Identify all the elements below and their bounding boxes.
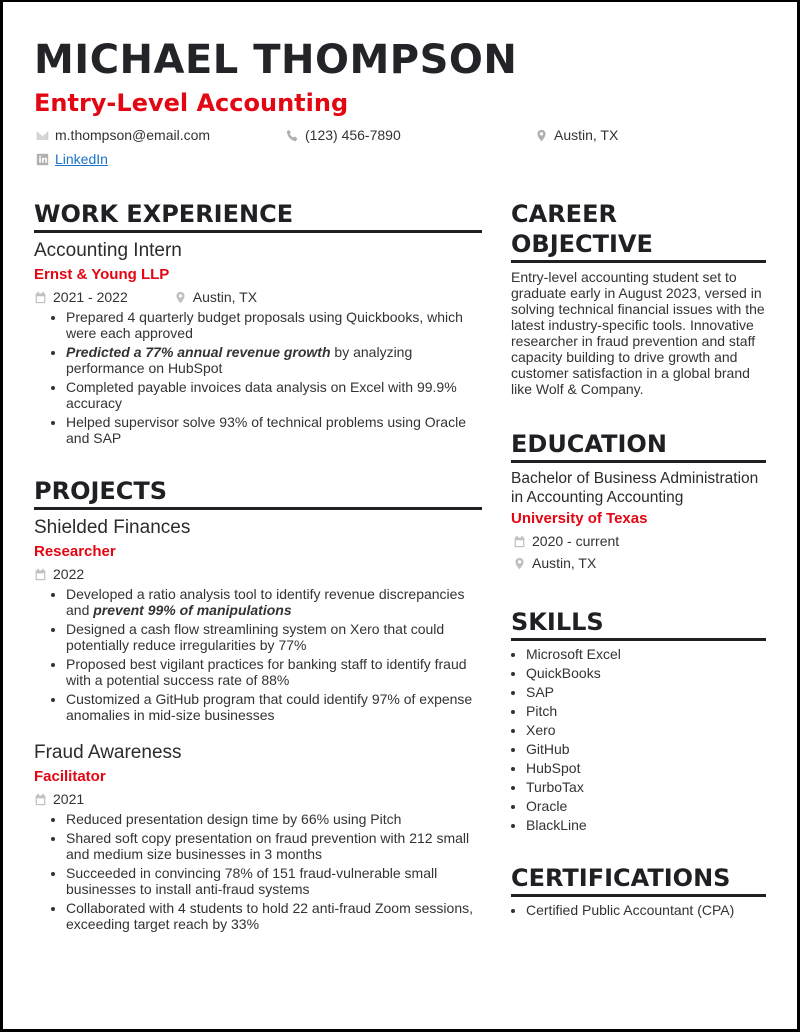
- project-title: Shielded Finances: [34, 517, 191, 538]
- phone-text[interactable]: (123) 456-7890: [305, 127, 401, 143]
- project-entry: [34, 741, 482, 932]
- certification-item: • Certified Public Accountant (CPA): [526, 901, 766, 920]
- job-title: Accounting Intern: [34, 240, 182, 261]
- list-item: • Helped supervisor solve 93% of technical problems using Oracle and SAP: [66, 414, 482, 446]
- contact-phone: [286, 127, 401, 143]
- education-location: Austin, TX: [532, 555, 597, 571]
- right-column: [511, 199, 766, 920]
- heading-line: OBJECTIVE: [511, 230, 653, 258]
- project-role: Facilitator: [34, 768, 106, 785]
- project-meta: [34, 564, 482, 584]
- skill-item: • TurboTax: [526, 778, 766, 797]
- degree: Bachelor of Business Administration in Accounting Accounting: [511, 470, 759, 506]
- education-heading: EDUCATION: [511, 429, 766, 463]
- list-item: • Shared soft copy presentation on fraud prevention with 212 small and medium size businesses in 3 months: [66, 830, 482, 862]
- education-dates-row: [513, 531, 766, 551]
- envelope-icon: [36, 129, 49, 142]
- job-meta: [34, 287, 482, 307]
- school: University of Texas: [511, 510, 648, 527]
- list-item: • Developed a ratio analysis tool to identify revenue discrepancies and prevent 99% of manipulations: [66, 586, 482, 618]
- work-experience-heading: WORK EXPERIENCE: [34, 199, 482, 233]
- list-item: • Succeeded in convincing 78% of 151 fraud-vulnerable small businesses to install anti-fraud systems: [66, 865, 482, 897]
- education-dates: 2020 - current: [532, 533, 620, 549]
- certifications-list: [511, 901, 766, 920]
- location-text: Austin, TX: [554, 127, 619, 143]
- list-item: • Proposed best vigilant practices for banking staff to identify fraud with a potential success rate of 88%: [66, 656, 482, 688]
- project-bullets: [34, 811, 482, 932]
- skills-list: [511, 645, 766, 835]
- phone-icon: [286, 129, 299, 142]
- map-pin-icon: [513, 557, 526, 570]
- list-item: • Predicted a 77% annual revenue growth by analyzing performance on HubSpot: [66, 344, 482, 376]
- resume: [34, 34, 766, 932]
- skills-heading: SKILLS: [511, 607, 766, 641]
- project-entry: [34, 516, 482, 723]
- skill-item: • QuickBooks: [526, 664, 766, 683]
- job-location: Austin, TX: [192, 289, 258, 305]
- projects-heading: PROJECTS: [34, 476, 482, 510]
- candidate-title: Entry-Level Accounting: [34, 89, 349, 117]
- calendar-icon: [34, 793, 47, 806]
- map-pin-icon: [174, 291, 187, 304]
- objective-text: Entry-level accounting student set to graduate early in August 2023, versed in solving technical financial issues with the latest industry-specific tools. Innovative researcher in fraud prevention and staff capacity building to drive growth and customer satisfaction in a global brand like Wolf & Company.: [511, 269, 765, 397]
- contact-location: [535, 127, 618, 143]
- calendar-icon: [34, 568, 47, 581]
- heading-line: CAREER: [511, 200, 617, 228]
- skill-item: • HubSpot: [526, 759, 766, 778]
- contact-linkedin: [36, 151, 108, 167]
- list-item: • Prepared 4 quarterly budget proposals using Quickbooks, which were each approved: [66, 309, 482, 341]
- career-objective-heading: [511, 199, 766, 263]
- skill-item: • SAP: [526, 683, 766, 702]
- job-bullets: [34, 309, 482, 446]
- contact-info: [34, 127, 766, 183]
- certifications-heading: CERTIFICATIONS: [511, 863, 766, 897]
- job-location-group: [174, 287, 257, 307]
- project-date: 2021: [53, 791, 85, 807]
- skill-item: • Xero: [526, 721, 766, 740]
- calendar-icon: [513, 535, 526, 548]
- email-text[interactable]: m.thompson@email.com: [55, 127, 211, 143]
- project-date: 2022: [53, 566, 85, 582]
- list-item: • Customized a GitHub program that could identify 97% of expense anomalies in mid-size businesses: [66, 691, 482, 723]
- candidate-name: MICHAEL THOMPSON: [34, 37, 518, 83]
- project-bullets: [34, 586, 482, 723]
- list-item: • Designed a cash flow streamlining system on Xero that could potentially reduce irregularities by 77%: [66, 621, 482, 653]
- skill-item: • Oracle: [526, 797, 766, 816]
- project-meta: [34, 789, 482, 809]
- skill-item: • GitHub: [526, 740, 766, 759]
- calendar-icon: [34, 291, 47, 304]
- linkedin-icon: [36, 153, 49, 166]
- job-dates: 2021 - 2022: [53, 289, 128, 305]
- skill-item: • BlackLine: [526, 816, 766, 835]
- project-role: Researcher: [34, 543, 116, 560]
- list-item: • Reduced presentation design time by 66% using Pitch: [66, 811, 482, 827]
- skill-item: • Pitch: [526, 702, 766, 721]
- skill-item: • Microsoft Excel: [526, 645, 766, 664]
- left-column: [34, 199, 482, 935]
- list-item: • Completed payable invoices data analysis on Excel with 99.9% accuracy: [66, 379, 482, 411]
- list-item: • Collaborated with 4 students to hold 22 anti-fraud Zoom sessions, exceeding target reach by 33%: [66, 900, 482, 932]
- contact-email: [36, 127, 210, 143]
- job-company: Ernst & Young LLP: [34, 266, 170, 283]
- project-title: Fraud Awareness: [34, 742, 182, 763]
- education-location-row: [513, 553, 766, 573]
- linkedin-link[interactable]: LinkedIn: [55, 151, 108, 167]
- job-entry: [34, 239, 482, 446]
- map-pin-icon: [535, 129, 548, 142]
